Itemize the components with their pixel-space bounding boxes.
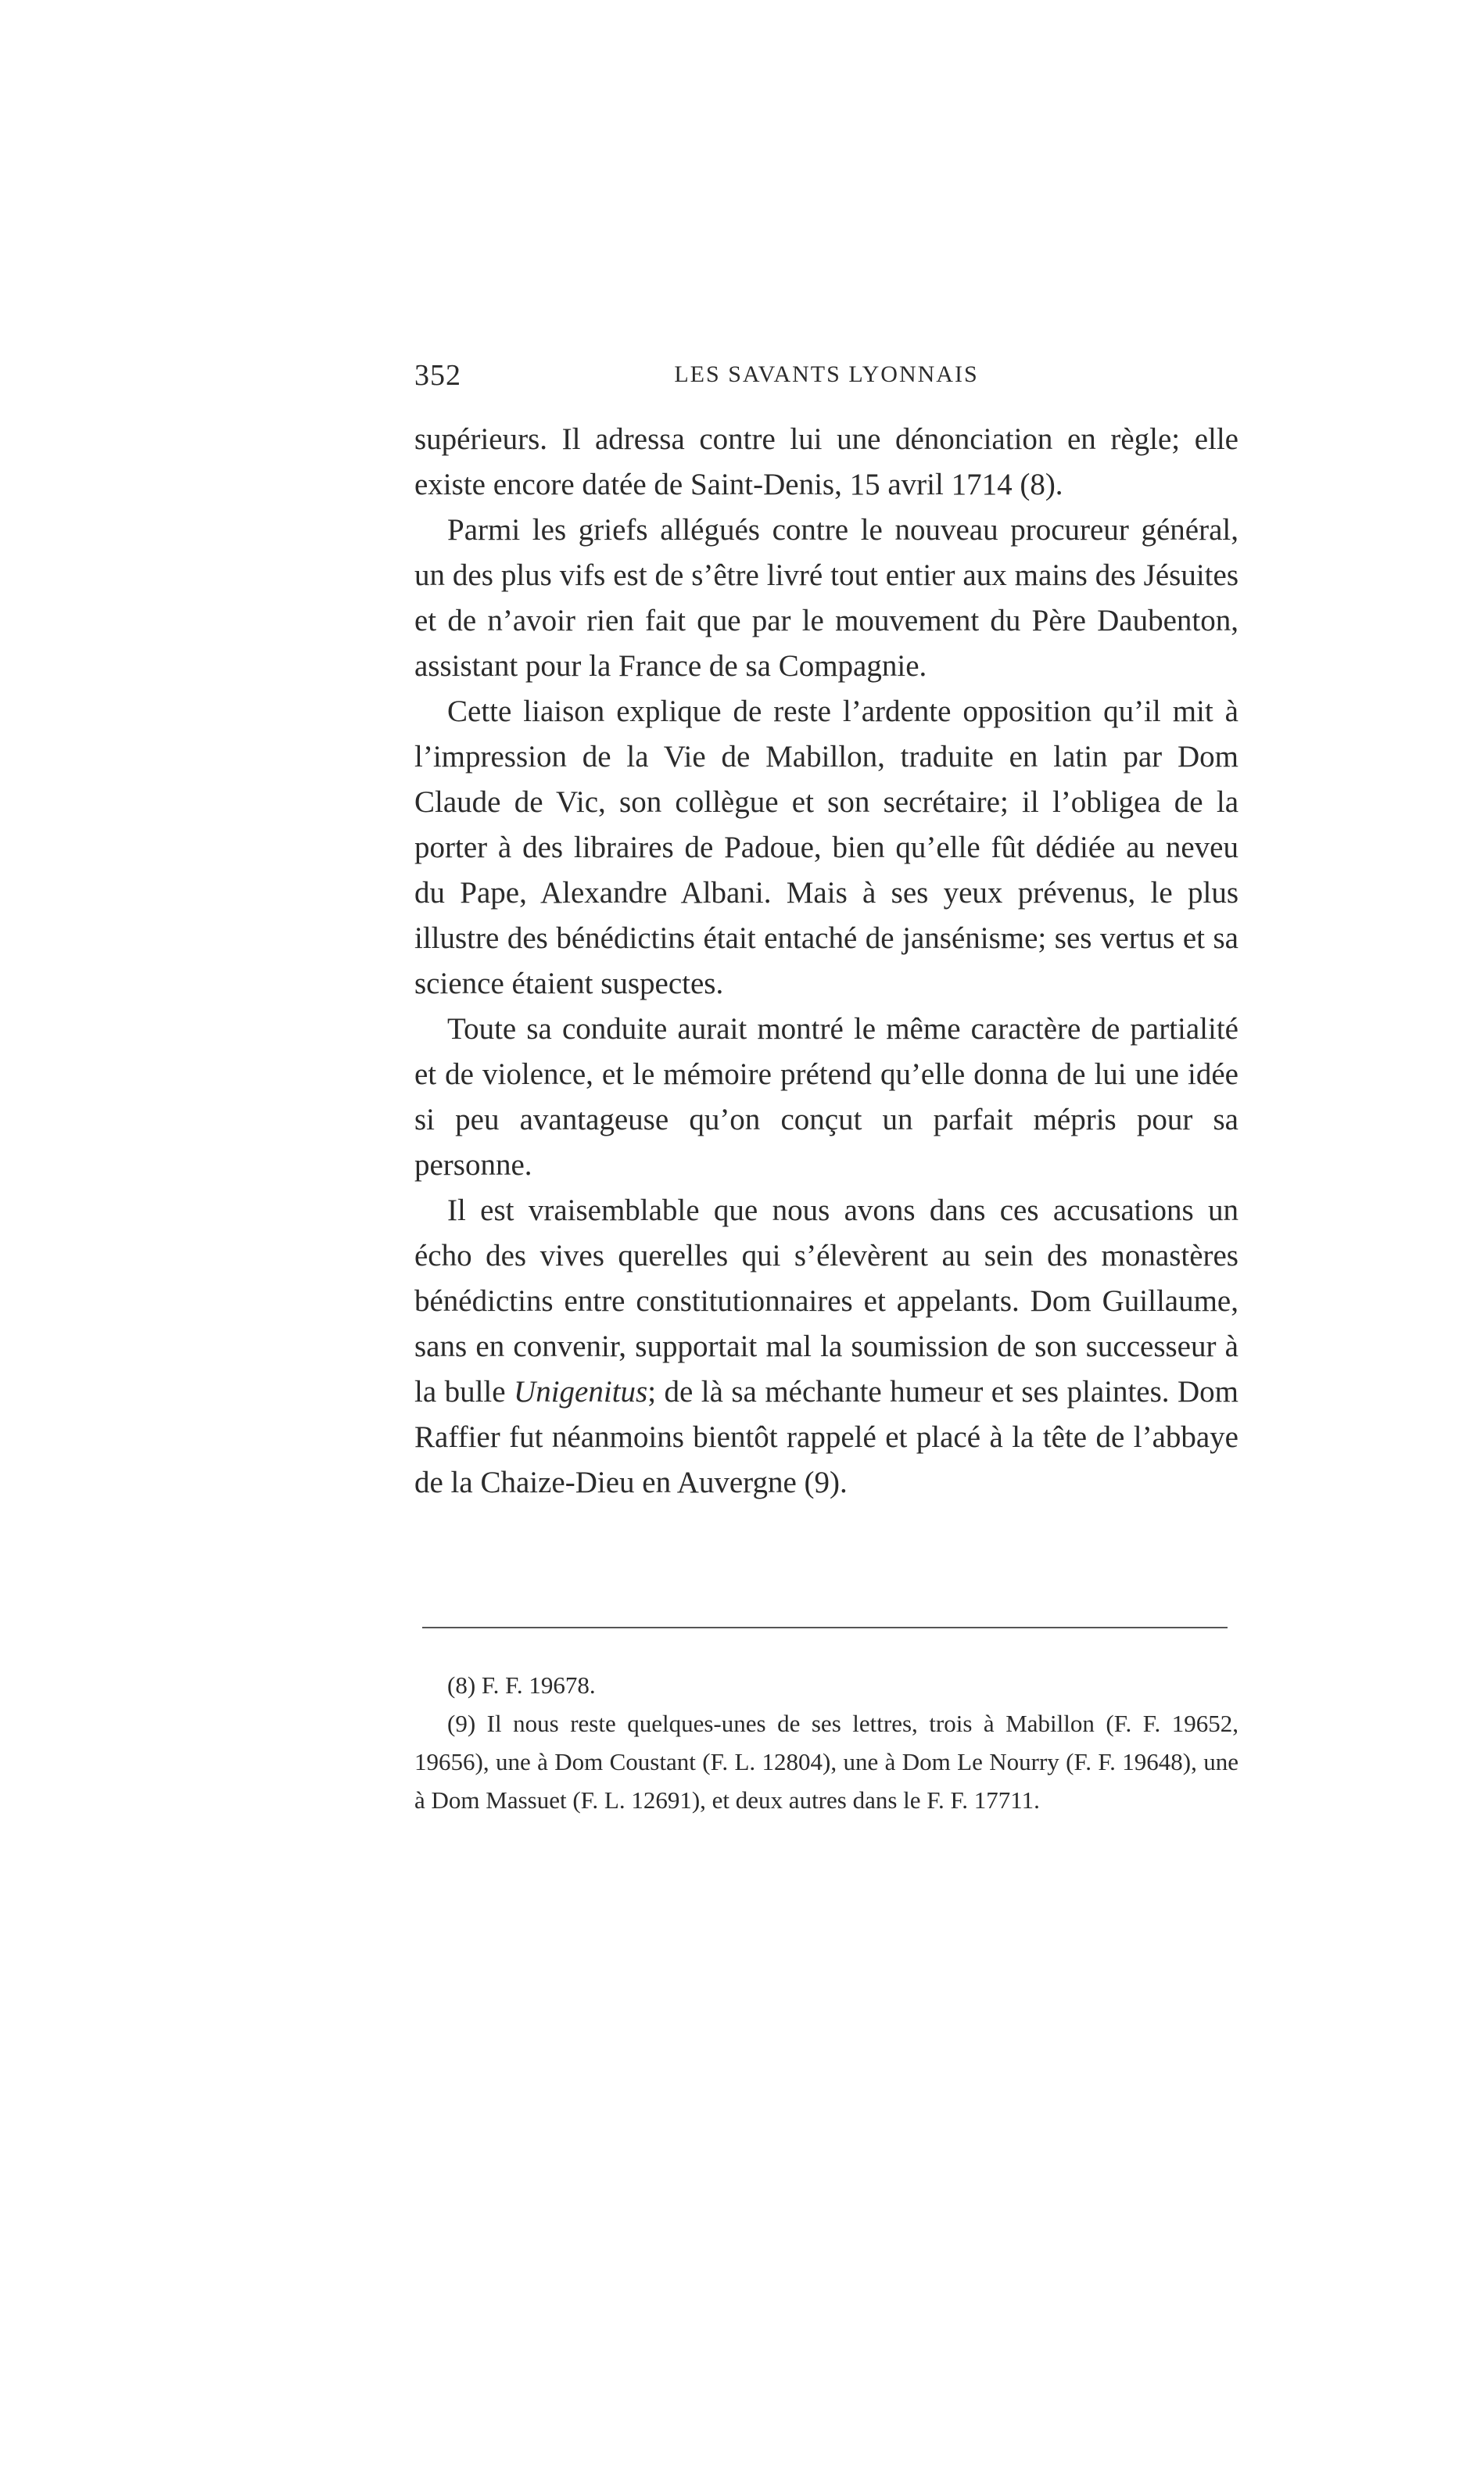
paragraph-querelles-start: Il est vraisemblable que nous avons dans ces accusations un écho des vives querelles qui s’élevèrent au sein des monastères bénédictins entre constitutionnaires et appelants. Dom Guillaume, sans en convenir, supportait mal la soumission de son successeur à la bulle: [414, 1194, 1238, 1409]
footnote-9: (9) Il nous reste quelques-unes de ses lettres, trois à Mabillon (F. F. 19652, 19656), une à Dom Coustant (F. L. 12804), une à Dom Le Nourry (F. F. 19648), une à Dom Massuet (F. L. 12691), et deux autres dans le F. F. 17711.: [414, 1710, 1238, 1814]
paragraph-conduite: Toute sa conduite aurait montré le même caractère de partialité et de violence, et le mémoire prétend qu’elle donna de lui une idée si peu avantageuse qu’on conçut un parfait mépris pour sa personne.: [414, 1012, 1238, 1182]
running-title: LES SAVANTS LYONNAIS: [674, 361, 979, 387]
paragraph-querelles: [414, 1188, 1238, 1506]
running-head: [414, 358, 1238, 397]
footnote-rule: [422, 1627, 1228, 1628]
page-number: 352: [414, 359, 461, 392]
body-text: [414, 417, 1238, 1506]
unigenitus-italic: Unigenitus: [514, 1375, 648, 1409]
footnote-8: (8) F. F. 19678.: [447, 1671, 596, 1699]
paragraph-griefs: Parmi les griefs allégués contre le nouveau procureur général, un des plus vifs est de s’être livré tout entier aux mains des Jésuites et de n’avoir rien fait que par le mouvement du Père Daubenton, assistant pour la France de sa Compagnie.: [414, 513, 1238, 683]
footnotes: [414, 1666, 1238, 1819]
paragraph-liaison: Cette liaison explique de reste l’ardente opposition qu’il mit à l’impression de la Vie de Mabillon, traduite en latin par Dom Claude de Vic, son collègue et son secrétaire; il l’obligea de la porter à des libraires de Padoue, bien qu’elle fût dédiée au neveu du Pape, Alexandre Albani. Mais à ses yeux prévenus, le plus illustre des bénédictins était entaché de jansénisme; ses vertus et sa science étaient suspectes.: [414, 695, 1238, 1000]
paragraph-continuation: supérieurs. Il adressa contre lui une dénonciation en règle; elle existe encore datée de Saint-Denis, 15 avril 1714 (8).: [414, 422, 1238, 501]
paragraph-querelles-end: ; de là sa méchante humeur et ses plaintes. Dom Raffier fut néanmoins bientôt rappelé et placé à la tête de l’abbaye de la Chaize-Dieu en Auvergne (9).: [414, 1375, 1238, 1499]
